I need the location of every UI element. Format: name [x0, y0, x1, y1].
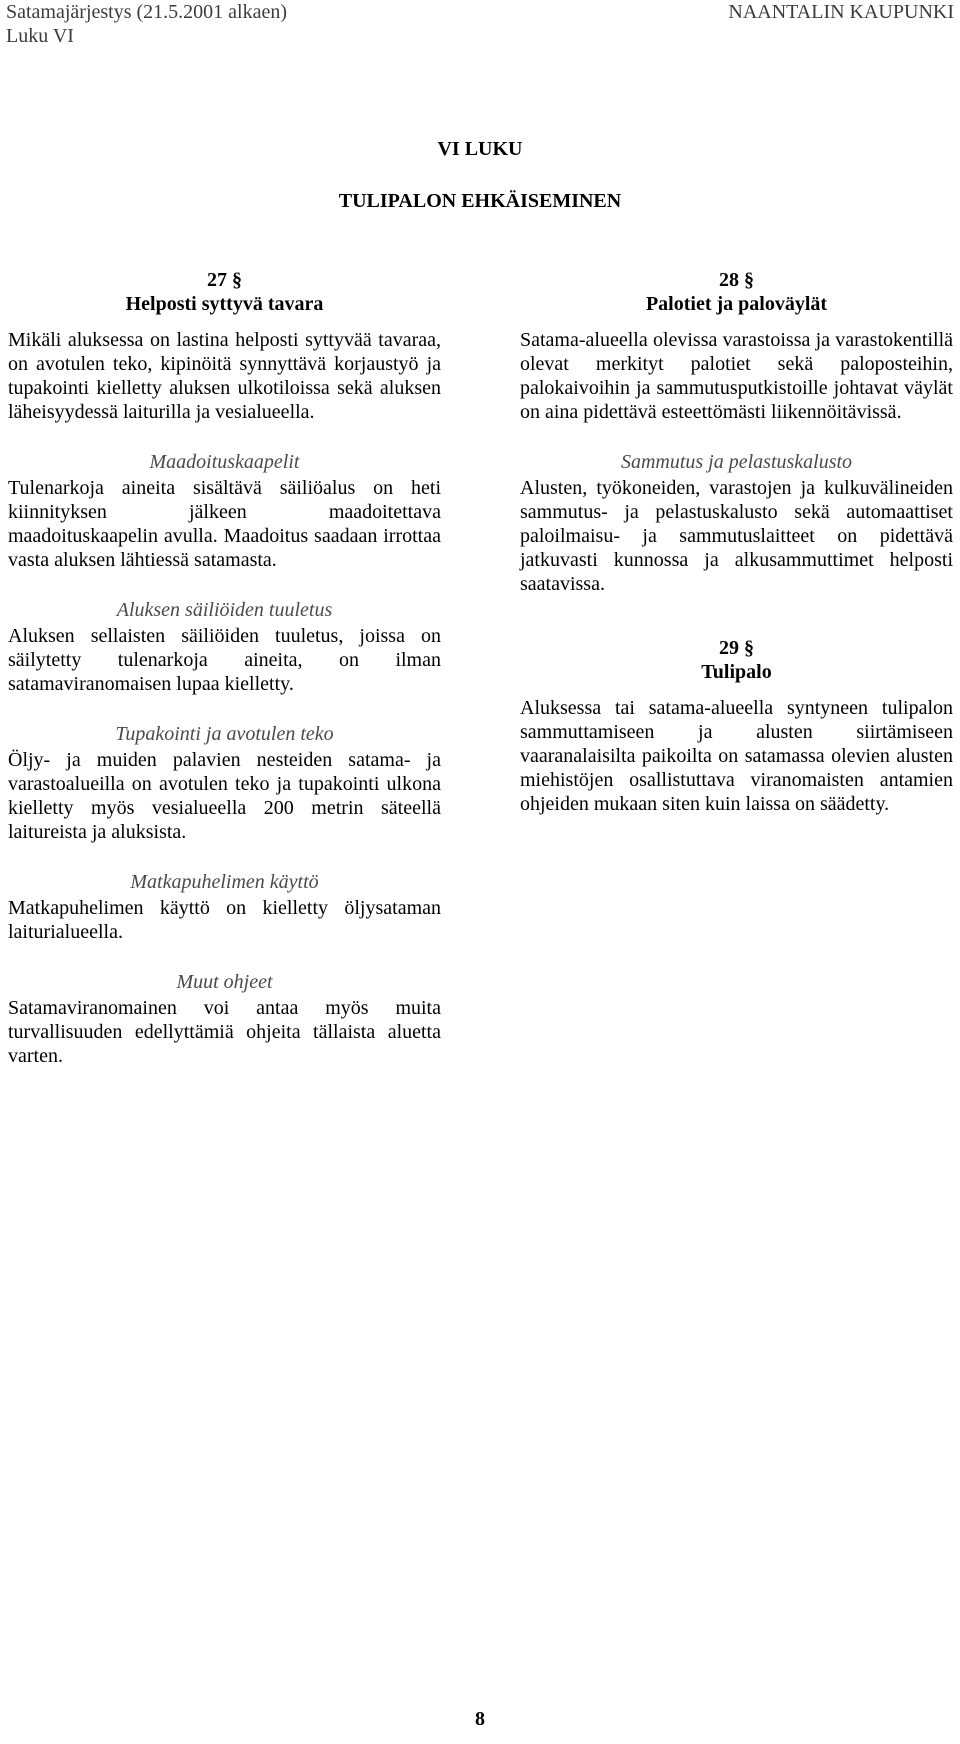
- section-28-title: Palotiet ja paloväylät: [645, 293, 828, 315]
- extinguishing-equipment-text: Alusten, työkoneiden, varastojen ja kulkuvälineiden sammutus- ja pelastuskalusto sekä automaattiset paloilmaisu- ja sammutuslaitteet on pidettävä jatkuvasti kunnossa ja alkusammuttimet helposti saatavissa.: [520, 477, 953, 595]
- subheading-grounding-cables: Maadoituskaapelit: [149, 451, 300, 473]
- section-29-number: 29 §: [719, 637, 754, 659]
- subheading-tank-ventilation: Aluksen säiliöiden tuuletus: [116, 599, 333, 621]
- section-27-title: Helposti syttyvä tavara: [125, 293, 324, 315]
- page-header-left: [6, 0, 287, 48]
- grounding-cables-text: Tulenarkoja aineita sisältävä säiliöalus on heti kiinnityksen jälkeen maadoitettava maadoituskaapelin avulla. Maadoitus saadaan irrottaa vasta aluksen lähtiessä satamasta.: [8, 477, 441, 571]
- section-27-text: Mikäli aluksessa on lastina helposti syttyvää tavaraa, on avotulen teko, kipinöitä synnyttävä korjaustyö ja tupakointi kielletty aluksen ulkotiloissa sekä aluksen läheisyydessä laiturilla ja vesialueella.: [8, 329, 441, 423]
- subheading-smoking-open-fire: Tupakointi ja avotulen teko: [115, 723, 334, 745]
- subheading-extinguishing-equipment: Sammutus ja pelastuskalusto: [620, 451, 853, 473]
- mobile-phone-use-text: Matkapuhelimen käyttö on kielletty öljysataman laiturialueella.: [8, 897, 441, 943]
- smoking-open-fire-text: Öljy- ja muiden palavien nesteiden satama- ja varastoalueilla on avotulen teko ja tupakointi ulkona kielletty myös vesialueella 200 metrin säteellä laitureista ja aluksista.: [8, 749, 441, 843]
- left-column: [8, 268, 441, 1068]
- other-instructions-text: Satamaviranomainen voi antaa myös muita turvallisuuden edellyttämiä ohjeita tällaista aluetta varten.: [8, 997, 441, 1067]
- chapter-number: VI LUKU: [437, 138, 523, 160]
- subheading-mobile-phone-use: Matkapuhelimen käyttö: [130, 871, 319, 893]
- section-29-title: Tulipalo: [701, 661, 772, 683]
- subheading-other-instructions: Muut ohjeet: [176, 971, 273, 993]
- chapter-reference: Luku VI: [6, 25, 74, 47]
- organization-name: NAANTALIN KAUPUNKI: [728, 1, 954, 23]
- section-27-number: 27 §: [207, 269, 242, 291]
- right-column: [520, 268, 953, 816]
- chapter-title: TULIPALON EHKÄISEMINEN: [338, 190, 622, 212]
- section-29-text: Aluksessa tai satama-alueella syntyneen tulipalon sammuttamiseen ja alusten siirtämiseen vaaranalaisilta paikoilta on satamassa olevien alusten miehistöjen osallistuttava viranomaisten antamien ohjeiden mukaan siten kuin laissa on säädetty.: [520, 697, 953, 815]
- section-28-text: Satama-alueella olevissa varastoissa ja varastokentillä olevat merkityt palotiet sekä paloposteihin, palokaivoihin ja sammutusputkistoille johtavat väylät on aina pidettävä esteettömästi liikennöitävissä.: [520, 329, 953, 423]
- tank-ventilation-text: Aluksen sellaisten säiliöiden tuuletus, joissa on säilytetty tulenarkoja aineita, on ilman satamaviranomaisen lupaa kielletty.: [8, 625, 441, 695]
- section-28-number: 28 §: [719, 269, 754, 291]
- page-number: 8: [475, 1708, 485, 1730]
- document-title: Satamajärjestys (21.5.2001 alkaen): [6, 1, 288, 23]
